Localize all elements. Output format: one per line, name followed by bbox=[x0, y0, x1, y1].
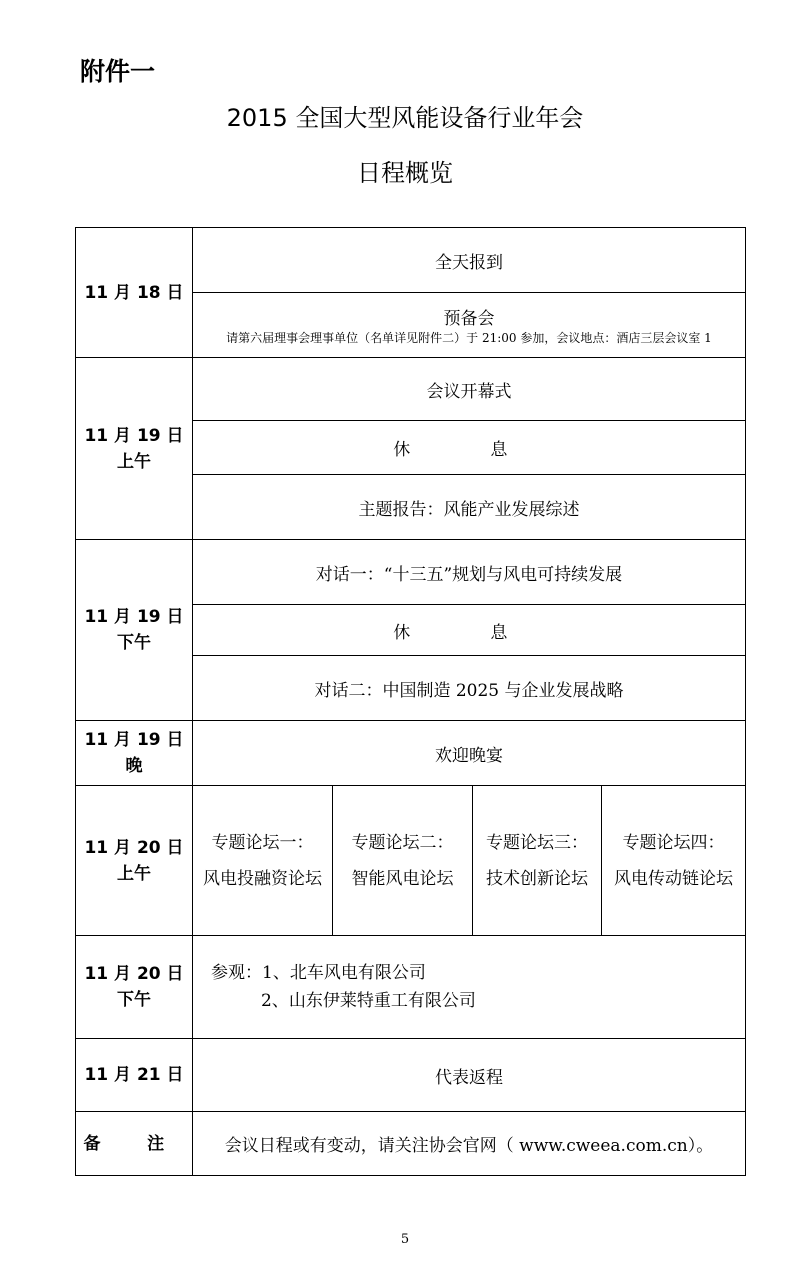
forum-cell: 专题论坛三： 技术创新论坛 bbox=[473, 786, 602, 936]
forum-cell: 专题论坛四： 风电传动链论坛 bbox=[602, 786, 746, 936]
table-row bbox=[76, 786, 746, 936]
date-cell: 11 月 19 日 晚 bbox=[76, 721, 193, 786]
forum-cell: 专题论坛二： 智能风电论坛 bbox=[333, 786, 473, 936]
table-row bbox=[76, 1039, 746, 1112]
visit-cell bbox=[193, 936, 746, 1039]
date-cell: 11 月 19 日 上午 bbox=[76, 358, 193, 540]
event-cell: 主题报告：风能产业发展综述 bbox=[193, 475, 746, 540]
remark-text: 会议日程或有变动，请关注协会官网（ www.cweea.com.cn）。 bbox=[193, 1112, 746, 1176]
page-subtitle: 日程概览 bbox=[357, 159, 453, 187]
date-cell: 11 月 20 日 上午 bbox=[76, 786, 193, 936]
event-cell: 会议开幕式 bbox=[193, 358, 746, 421]
date-cell: 11 月 21 日 bbox=[76, 1039, 193, 1112]
schedule-table bbox=[75, 227, 746, 1176]
event-cell bbox=[193, 293, 746, 358]
page-number: 5 bbox=[400, 1232, 410, 1247]
table-row bbox=[76, 228, 746, 293]
remark-label: 备 注 bbox=[76, 1112, 193, 1176]
date-cell: 11 月 18 日 bbox=[76, 228, 193, 358]
prep-meeting-note: 请第六届理事会理事单位（名单详见附件二）于 21:00 参加，会议地点：酒店三层会议室 1 bbox=[226, 330, 712, 345]
table-row bbox=[76, 721, 746, 786]
event-cell: 代表返程 bbox=[193, 1039, 746, 1112]
event-cell: 全天报到 bbox=[193, 228, 746, 293]
table-row bbox=[76, 358, 746, 421]
event-cell: 休 息 bbox=[193, 421, 746, 475]
visit-line-1: 参观：1、北车风电有限公司 bbox=[211, 963, 426, 983]
prep-meeting-title: 预备会 bbox=[443, 308, 495, 329]
attachment-label: 附件一 bbox=[80, 57, 156, 86]
event-cell: 对话一：“十三五”规划与风电可持续发展 bbox=[193, 540, 746, 605]
table-row bbox=[76, 936, 746, 1039]
date-cell: 11 月 20 日 下午 bbox=[76, 936, 193, 1039]
event-cell: 休 息 bbox=[193, 605, 746, 656]
forum-cell: 专题论坛一： 风电投融资论坛 bbox=[193, 786, 333, 936]
table-row bbox=[76, 1112, 746, 1176]
event-cell: 对话二：中国制造 2025 与企业发展战略 bbox=[193, 656, 746, 721]
visit-line-2: 2、山东伊莱特重工有限公司 bbox=[261, 991, 476, 1011]
table-row bbox=[76, 540, 746, 605]
date-cell: 11 月 19 日 下午 bbox=[76, 540, 193, 721]
event-cell: 欢迎晚宴 bbox=[193, 721, 746, 786]
page-title: 2015 全国大型风能设备行业年会 bbox=[226, 104, 584, 132]
